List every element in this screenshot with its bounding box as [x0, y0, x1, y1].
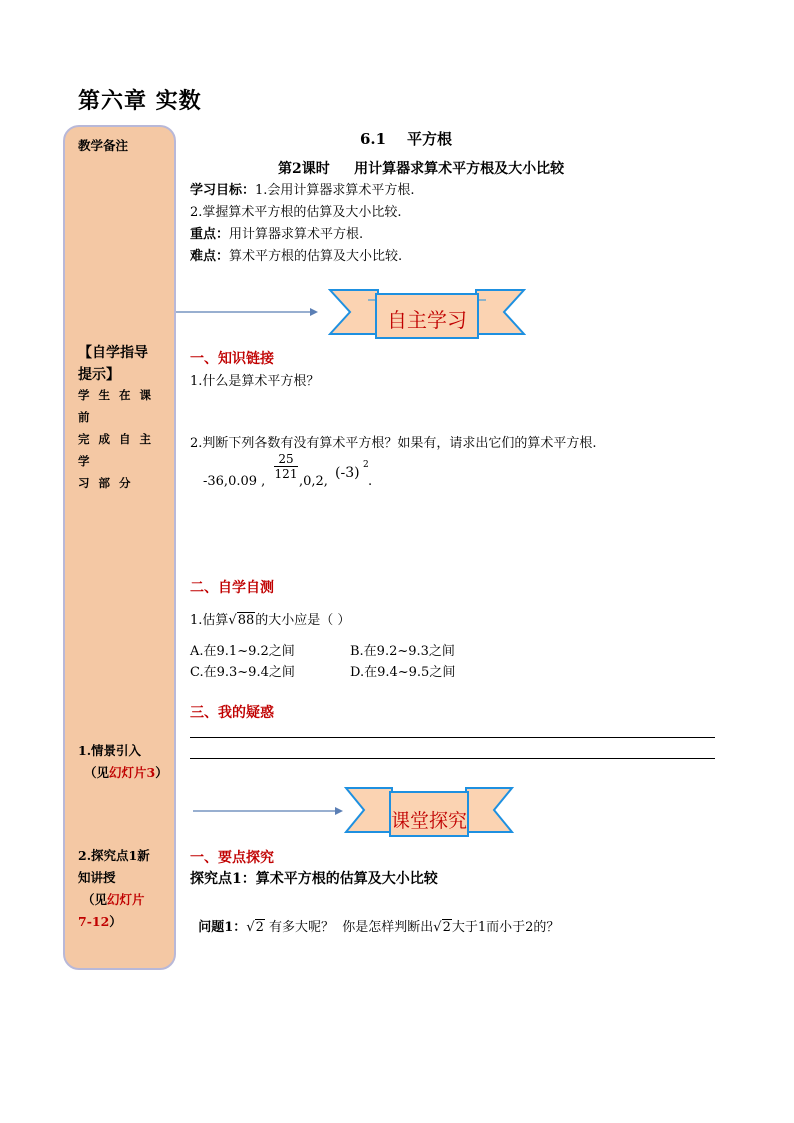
intro-line-1: 1.情景引入: [78, 743, 142, 758]
guide-text: [78, 384, 174, 494]
numbers-b: ,0,2,: [299, 474, 328, 489]
sqrt-icon-2: √2: [246, 920, 264, 935]
part3-title: 三、我的疑惑: [190, 705, 274, 721]
classroom-part1-title: 一、要点探究: [190, 850, 274, 866]
end-dot: .: [368, 474, 373, 489]
lesson-subtitle: 第2课时 用计算器求算术平方根及大小比较: [278, 161, 565, 177]
numbers-a: -36,0.09 ,: [203, 474, 266, 489]
explore-point-title: 探究点1：算术平方根的估算及大小比较: [190, 871, 438, 887]
guide-title-line-2: 提示】: [78, 367, 120, 383]
option-b: B.在9.2~9.3之间: [350, 644, 455, 659]
question-sqrt2: 问题1：√2 有多大呢？ 你是怎样判断出√2大于1而小于2的？: [198, 920, 560, 935]
exponent: 2: [363, 460, 369, 470]
guide-line-2: 完成自主学: [78, 432, 160, 468]
option-a: A.在9.1~9.2之间: [190, 644, 295, 659]
option-c: C.在9.3~9.4之间: [190, 665, 295, 680]
part2-title: 二、自学自测: [190, 580, 274, 596]
intro-note: 1.情景引入 （见幻灯片3）: [78, 740, 168, 784]
explore-line-1: 2.探究点1新: [78, 848, 150, 863]
learning-objectives: 学习目标：1.会用计算器求算术平方根. 2.掌握算术平方根的估算及大小比较. 重点：用计算器求算术平方根. 难点：算术平方根的估算及大小比较.: [190, 183, 415, 264]
slide-ref-3: 幻灯片3: [109, 765, 156, 780]
self-study-banner-label: 自主学习: [387, 308, 467, 332]
guide-title: [78, 342, 148, 386]
sqrt-icon-3: √2: [433, 920, 451, 935]
answer-line-1: [190, 737, 715, 738]
answer-line-2: [190, 758, 715, 759]
notes-sidebar: [63, 125, 176, 970]
arrow-icon-2: [193, 801, 345, 821]
chapter-title: 第六章 实数: [78, 88, 202, 114]
question-2: 2.判断下列各数有没有算术平方根？如果有，请求出它们的算术平方根.: [190, 436, 597, 451]
slide-ref-7-12: 幻灯片: [107, 892, 145, 907]
notes-header: 教学备注: [78, 138, 129, 153]
fraction: 25 121: [274, 452, 298, 481]
estimate-question: 1.估算√88的大小应是（ ）: [190, 613, 351, 628]
part1-title: 一、知识链接: [190, 351, 274, 367]
arrow-icon: [176, 300, 321, 320]
option-d: D.在9.4~9.5之间: [350, 665, 456, 680]
question-1: 1.什么是算术平方根？: [190, 374, 320, 389]
sqrt-icon: √88: [228, 613, 255, 628]
explore-line-2: 知讲授: [78, 870, 116, 885]
guide-line-3: 习部分: [78, 476, 140, 490]
section-title: 6.1 平方根: [360, 130, 452, 148]
classroom-banner-label: 课堂探究: [390, 810, 467, 832]
guide-line-1: 学生在课前: [78, 388, 160, 424]
explore-note: 2.探究点1新 知讲授 （见幻灯片 7-12）: [78, 845, 170, 933]
paren-expression: (-3): [335, 465, 360, 481]
guide-title-line-1: 【自学指导: [78, 345, 148, 361]
